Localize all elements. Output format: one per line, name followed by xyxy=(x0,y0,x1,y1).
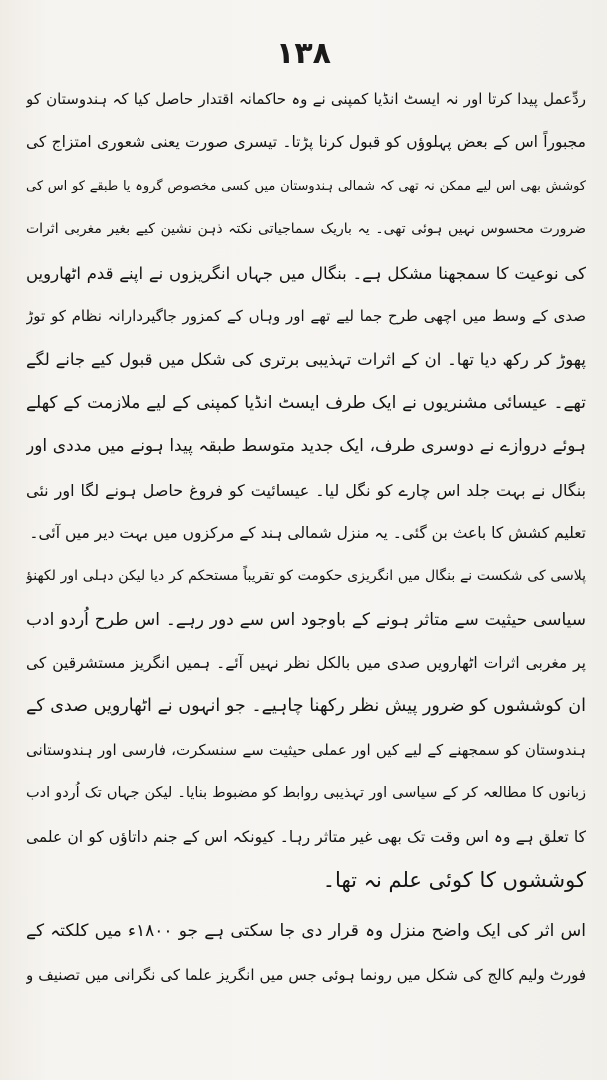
text-line: صدی کے وسط میں اچھی طرح جما لیے تھے اور وہاں کے کمزور جاگیردارانہ نظام کو توڑ xyxy=(26,306,586,325)
text-line: ضرورت محسوس نہیں ہوئی تھی۔ یہ باریک سماجیاتی نکتہ ذہن نشین کیے بغیر مغربی اثرات xyxy=(26,221,586,238)
text-line: ردِّعمل پیدا کرتا اور نہ ایسٹ انڈیا کمپنی نے وہ حاکمانہ اقتدار حاصل کیا کہ ہندوستان کو xyxy=(26,90,586,108)
text-line: پر مغربی اثرات اٹھارویں صدی میں بالکل نظر نہیں آئے۔ ہمیں انگریز مستشرقین کی xyxy=(26,654,586,673)
text-line: فورٹ ولیم کالج کی شکل میں رونما ہوئی جس میں انگریز علما کی نگرانی میں تصنیف و xyxy=(26,965,586,984)
text-line: تعلیم کشش کا باعث بن گئی۔ یہ منزل شمالی ہند کے مرکزوں میں بہت دیر میں آئی۔ xyxy=(29,523,586,542)
page-number: ۱۳۸ xyxy=(276,36,331,71)
text-line: کی نوعیت کا سمجھنا مشکل ہے۔ بنگال میں جہاں انگریزوں نے اپنے قدم اٹھارویں xyxy=(26,263,586,283)
text-line: ان کوششوں کو ضرور پیش نظر رکھنا چاہیے۔ جو انہوں نے اٹھارویں صدی کے xyxy=(26,696,586,717)
body-text xyxy=(26,78,586,997)
text-line: کوشش بھی اس لیے ممکن نہ تھی کہ شمالی ہندوستان میں کسی مخصوص گروہ یا طبقے کو اس کی xyxy=(26,178,586,194)
paragraph-gap xyxy=(26,902,586,910)
text-line: بنگال نے بہت جلد اس چارے کو نگل لیا۔ عیسائیت کو فروغ حاصل ہونے لگا اور نئی xyxy=(26,480,586,500)
text-line: پلاسی کی شکست نے بنگال میں انگریزی حکومت کو تقریباً مستحکم کر دیا لیکن دہلی اور لکھنؤ xyxy=(26,568,586,585)
text-line: زبانوں کا مطالعہ کر کے سیاسی اور تہذیبی روابط کو مضبوط بنایا۔ لیکن جہاں تک اُردو ادب xyxy=(26,785,586,802)
text-line: ہندوستان کو سمجھنے کے لیے کیں اور عملی حیثیت سے سنسکرت، فارسی اور ہندوستانی xyxy=(26,740,586,759)
text-line: ہوئے دروازے نے دوسری طرف، ایک جدید متوسط طبقہ پیدا ہونے میں مددی اور xyxy=(26,436,586,457)
paragraph-end-line: کوششوں کا کوئی علم نہ تھا۔ xyxy=(322,868,586,893)
text-line: سیاسی حیثیت سے متاثر ہونے کے باوجود اس سے دور رہے۔ اس طرح اُردو ادب xyxy=(26,609,586,630)
text-line: مجبوراً اس کے بعض پہلوؤں کو قبول کرنا پڑتا۔ تیسری صورت یعنی شعوری امتزاج کی xyxy=(26,133,586,152)
text-line: کا تعلق ہے وہ اس وقت تک بھی غیر متاثر رہا۔ کیونکہ اس کے جنم داتاؤں کو ان علمی xyxy=(26,827,586,846)
text-line: تھے۔ عیسائی مشنریوں نے ایک طرف ایسٹ انڈیا کمپنی کے لیے ملازمت کے کھلے xyxy=(26,392,586,413)
text-line: اس اثر کی ایک واضح منزل وہ قرار دی جا سکتی ہے جو ۱۸۰۰ء میں کلکتہ کے xyxy=(26,921,586,942)
text-line: پھوڑ کر رکھ دیا تھا۔ ان کے اثرات تہذیبی برتری کی شکل میں قبول کیے جانے لگے xyxy=(26,350,586,370)
